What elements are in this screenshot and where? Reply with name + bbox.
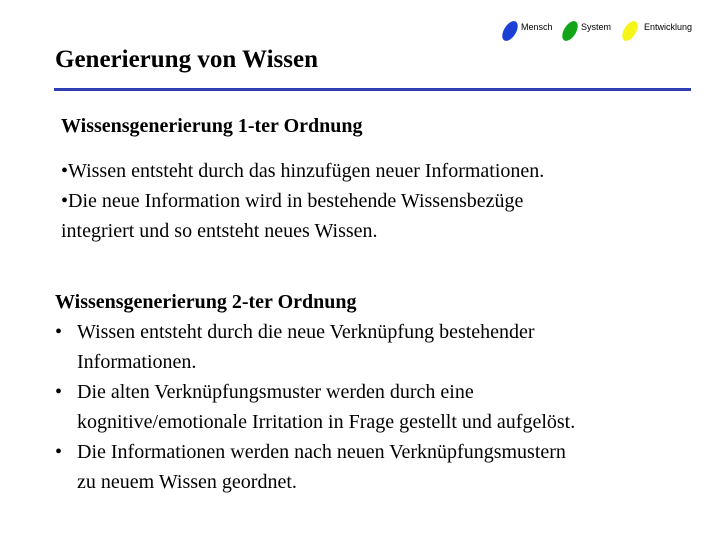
section2 xyxy=(55,287,705,497)
section1-line: •Die neue Information wird in bestehende Wissensbezüge xyxy=(61,190,524,212)
mensch-leaf-icon xyxy=(500,20,520,42)
section2-heading: Wissensgenerierung 2-ter Ordnung xyxy=(55,291,357,313)
bullet-line: Informationen. xyxy=(77,351,197,373)
bullet-marker: • xyxy=(55,321,63,343)
bullet-line: Die alten Verknüpfungsmuster werden durch eine xyxy=(77,381,474,403)
title-divider xyxy=(54,88,691,91)
bullet-line: zu neuem Wissen geordnet. xyxy=(77,471,297,493)
bullet-line: Die Informationen werden nach neuen Verknüpfungsmustern xyxy=(77,441,566,463)
section1-line: •Wissen entsteht durch das hinzufügen neuer Informationen. xyxy=(61,160,545,182)
page-title: Generierung von Wissen xyxy=(55,46,318,73)
entwicklung-leaf-icon xyxy=(620,20,640,42)
bullet-line: kognitive/emotionale Irritation in Frage gestellt und aufgelöst. xyxy=(77,411,576,433)
bullet-item xyxy=(55,377,705,437)
bullet-item xyxy=(55,437,705,497)
section1-heading: Wissensgenerierung 1-ter Ordnung xyxy=(61,115,363,137)
bullet-item xyxy=(55,317,705,377)
bullet-line: Wissen entsteht durch die neue Verknüpfung bestehender xyxy=(77,321,535,343)
system-leaf-icon xyxy=(560,20,580,42)
section1-line: integriert und so entsteht neues Wissen. xyxy=(61,220,378,242)
bullet-marker: • xyxy=(55,381,63,403)
section1-body xyxy=(61,156,701,246)
legend-label-system: System xyxy=(581,22,612,32)
legend-label-entwicklung: Entwicklung xyxy=(644,22,693,32)
bullet-marker: • xyxy=(55,441,63,463)
legend xyxy=(498,18,708,42)
legend-label-mensch: Mensch xyxy=(521,22,553,32)
